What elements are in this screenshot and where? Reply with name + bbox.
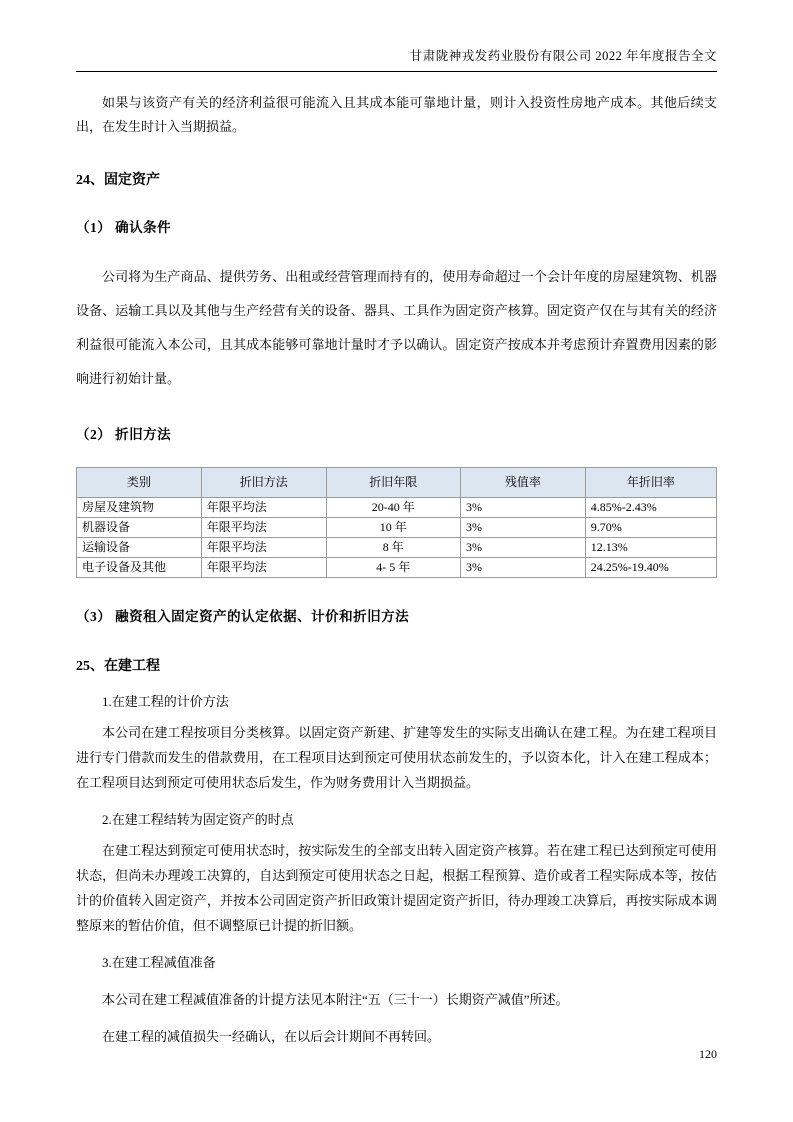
table-row [77,518,717,538]
section-24-sub2-title: （2） 折旧方法 [76,427,172,442]
table-cell: 运输设备 [77,538,202,558]
fixed-assets-recognition-paragraph: 公司将为生产商品、提供劳务、出租或经营管理而持有的，使用寿命超过一个会计年度的房屋建筑物、机器设备、运输工具以及其他与生产经营有关的设备、器具、工具作为固定资产核算。固定资产仅在与其有关的经济利益很可能流入本公司，且其成本能够可靠地计量时才予以确认。固定资产按成本并考虑预计弃置费用因素的影响进行初始计量。 [76,269,717,386]
table-cell: 年限平均法 [201,538,326,558]
table-row [77,558,717,578]
table-header-years: 折旧年限 [326,468,460,498]
table-cell: 24.25%-19.40% [585,558,716,578]
section-25-title: 25、在建工程 [76,659,160,674]
table-cell: 年限平均法 [201,498,326,518]
table-header-row [77,468,717,498]
page-number: 120 [699,1047,717,1061]
table-cell: 3% [460,558,585,578]
page-header [76,0,717,64]
header-divider [76,71,717,72]
construction-impairment-heading: 3.在建工程减值准备 [102,955,216,970]
table-row [77,498,717,518]
table-cell: 年限平均法 [201,518,326,538]
table-cell: 4- 5 年 [326,558,460,578]
construction-transfer-heading: 2.在建工程结转为固定资产的时点 [102,812,294,827]
table-cell: 3% [460,498,585,518]
table-cell: 10 年 [326,518,460,538]
table-cell: 12.13% [585,538,716,558]
table-header-category: 类别 [77,468,202,498]
table-cell: 4.85%-2.43% [585,498,716,518]
depreciation-table [76,467,717,578]
table-cell: 年限平均法 [201,558,326,578]
table-cell: 机器设备 [77,518,202,538]
section-24-title: 24、固定资产 [76,173,160,188]
table-cell: 20-40 年 [326,498,460,518]
section-24-sub1-title: （1） 确认条件 [76,220,172,235]
intro-paragraph: 如果与该资产有关的经济利益很可能流入且其成本能可靠地计量，则计入投资性房地产成本。其他后续支出，在发生时计入当期损益。 [76,95,717,134]
construction-valuation-paragraph: 本公司在建工程按项目分类核算。以固定资产新建、扩建等发生的实际支出确认在建工程。为在建工程项目进行专门借款而发生的借款费用，在工程项目达到预定可使用状态前发生的，予以资本化，计入在建工程成本；在工程项目达到预定可使用状态后发生，作为财务费用计入当期损益。 [76,725,717,790]
table-row [77,538,717,558]
table-cell: 3% [460,538,585,558]
table-header-method: 折旧方法 [201,468,326,498]
table-cell: 电子设备及其他 [77,558,202,578]
table-cell: 9.70% [585,518,716,538]
table-cell: 房屋及建筑物 [77,498,202,518]
header-title: 甘肃陇神戎发药业股份有限公司 2022 年年度报告全文 [409,49,717,63]
table-cell: 3% [460,518,585,538]
table-cell: 8 年 [326,538,460,558]
table-header-annual-rate: 年折旧率 [585,468,716,498]
construction-transfer-paragraph: 在建工程达到预定可使用状态时，按实际发生的全部支出转入固定资产核算。若在建工程已达到预定可使用状态，但尚未办理竣工决算的，自达到预定可使用状态之日起，根据工程预算、造价或者工程实际成本等，按估计的价值转入固定资产，并按本公司固定资产折旧政策计提固定资产折旧，待办理竣工决算后，再按实际成本调整原来的暂估价值，但不调整原已计提的折旧额。 [76,843,717,933]
construction-valuation-heading: 1.在建工程的计价方法 [102,694,229,709]
construction-impairment-reversal-paragraph: 在建工程的减值损失一经确认，在以后会计期间不再转回。 [102,1029,441,1044]
section-24-sub3-title: （3） 融资租入固定资产的认定依据、计价和折旧方法 [76,609,410,624]
construction-impairment-method-paragraph: 本公司在建工程减值准备的计提方法见本附注“五（三十一）长期资产减值”所述。 [102,992,569,1007]
table-header-residual-rate: 残值率 [460,468,585,498]
